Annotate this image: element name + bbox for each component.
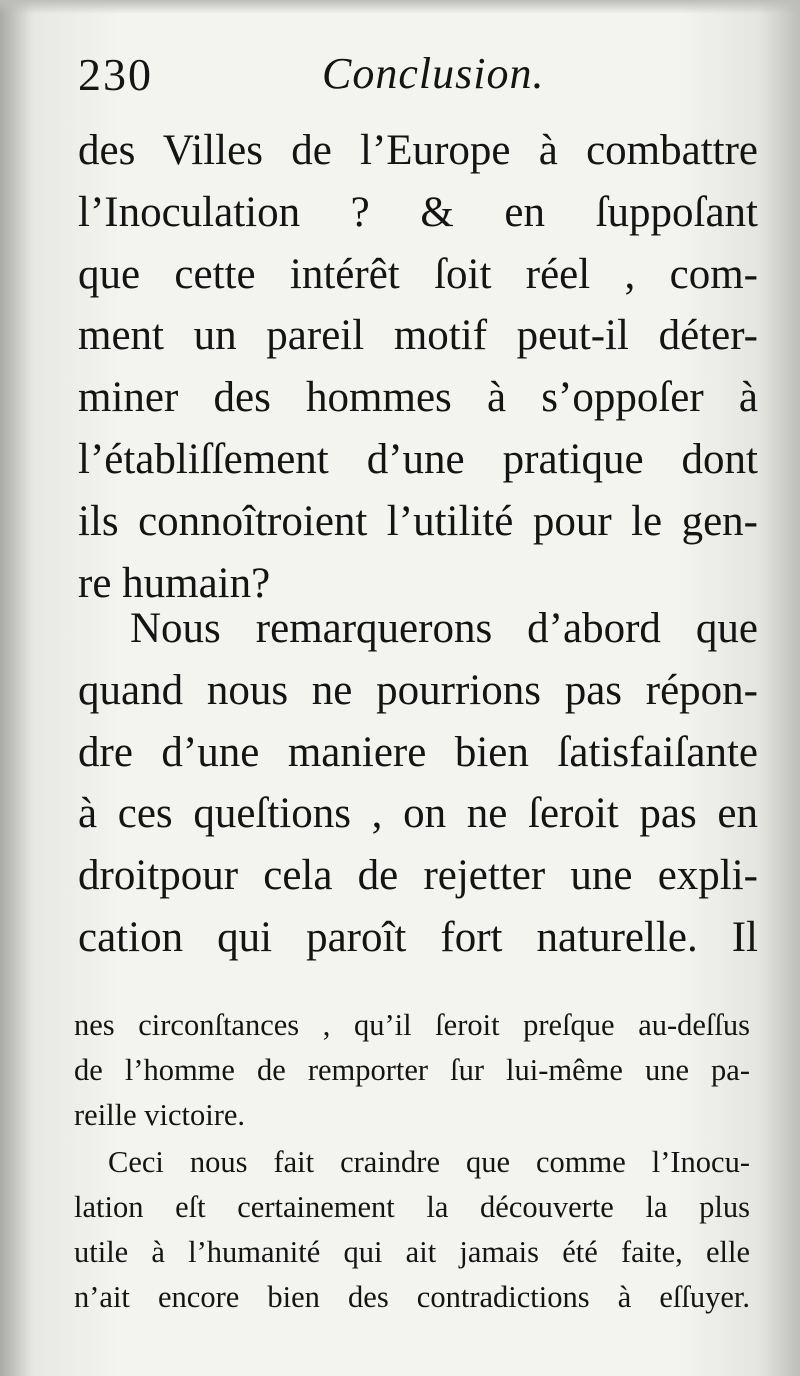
text-line: l’Inoculation ? & en ſuppoſant	[78, 188, 758, 236]
text-line: ils connoîtroient l’utilité pour le gen-	[78, 497, 758, 545]
running-title: Conclusion.	[322, 49, 545, 98]
page-top-edge	[0, 0, 800, 14]
text-line: n’ait encore bien des contradictions à eſſuyer.	[74, 1280, 750, 1314]
text-line: droitpour cela de rejetter une expli-	[78, 852, 758, 900]
text-line: des Villes de l’Europe à combattre	[78, 127, 758, 174]
text-line: ment un pareil motif peut-il déter-	[78, 312, 758, 360]
text-line: de l’homme de remporter ſur lui-même une pa-	[74, 1053, 750, 1087]
text-line: utile à l’humanité qui ait jamais été faite, elle	[74, 1235, 750, 1269]
text-line: que cette intérêt ſoit réel , com-	[78, 250, 758, 298]
text-line: à ces queſtions , on ne ſeroit pas en	[78, 790, 758, 838]
text-line: cation qui paroît fort naturelle. Il	[78, 913, 758, 961]
text-line: miner des hommes à s’oppoſer à	[78, 374, 758, 422]
paragraph-2	[78, 598, 758, 969]
text-line: re humain?	[78, 559, 271, 607]
paragraph-1	[78, 120, 758, 614]
text-line: dre d’une maniere bien ſatisfaiſante	[78, 728, 758, 776]
page-header	[78, 48, 758, 108]
page-number: 230	[78, 49, 153, 100]
paragraph-4	[74, 1140, 750, 1320]
gutter-shadow	[0, 0, 34, 1376]
paragraph-3	[74, 1003, 750, 1138]
text-line: reille victoire.	[74, 1098, 246, 1132]
text-line: quand nous ne pourrions pas répon-	[78, 666, 758, 714]
text-line: l’établiſſement d’une pratique dont	[78, 435, 758, 483]
text-line: nes circonſtances , qu’il ſeroit preſque au-deſſus	[74, 1008, 750, 1042]
text-line: Ceci nous fait craindre que comme l’Inocu-	[108, 1145, 750, 1179]
text-line: Nous remarquerons d’abord que	[130, 605, 758, 652]
text-line: lation eſt certainement la découverte la plus	[74, 1190, 750, 1224]
